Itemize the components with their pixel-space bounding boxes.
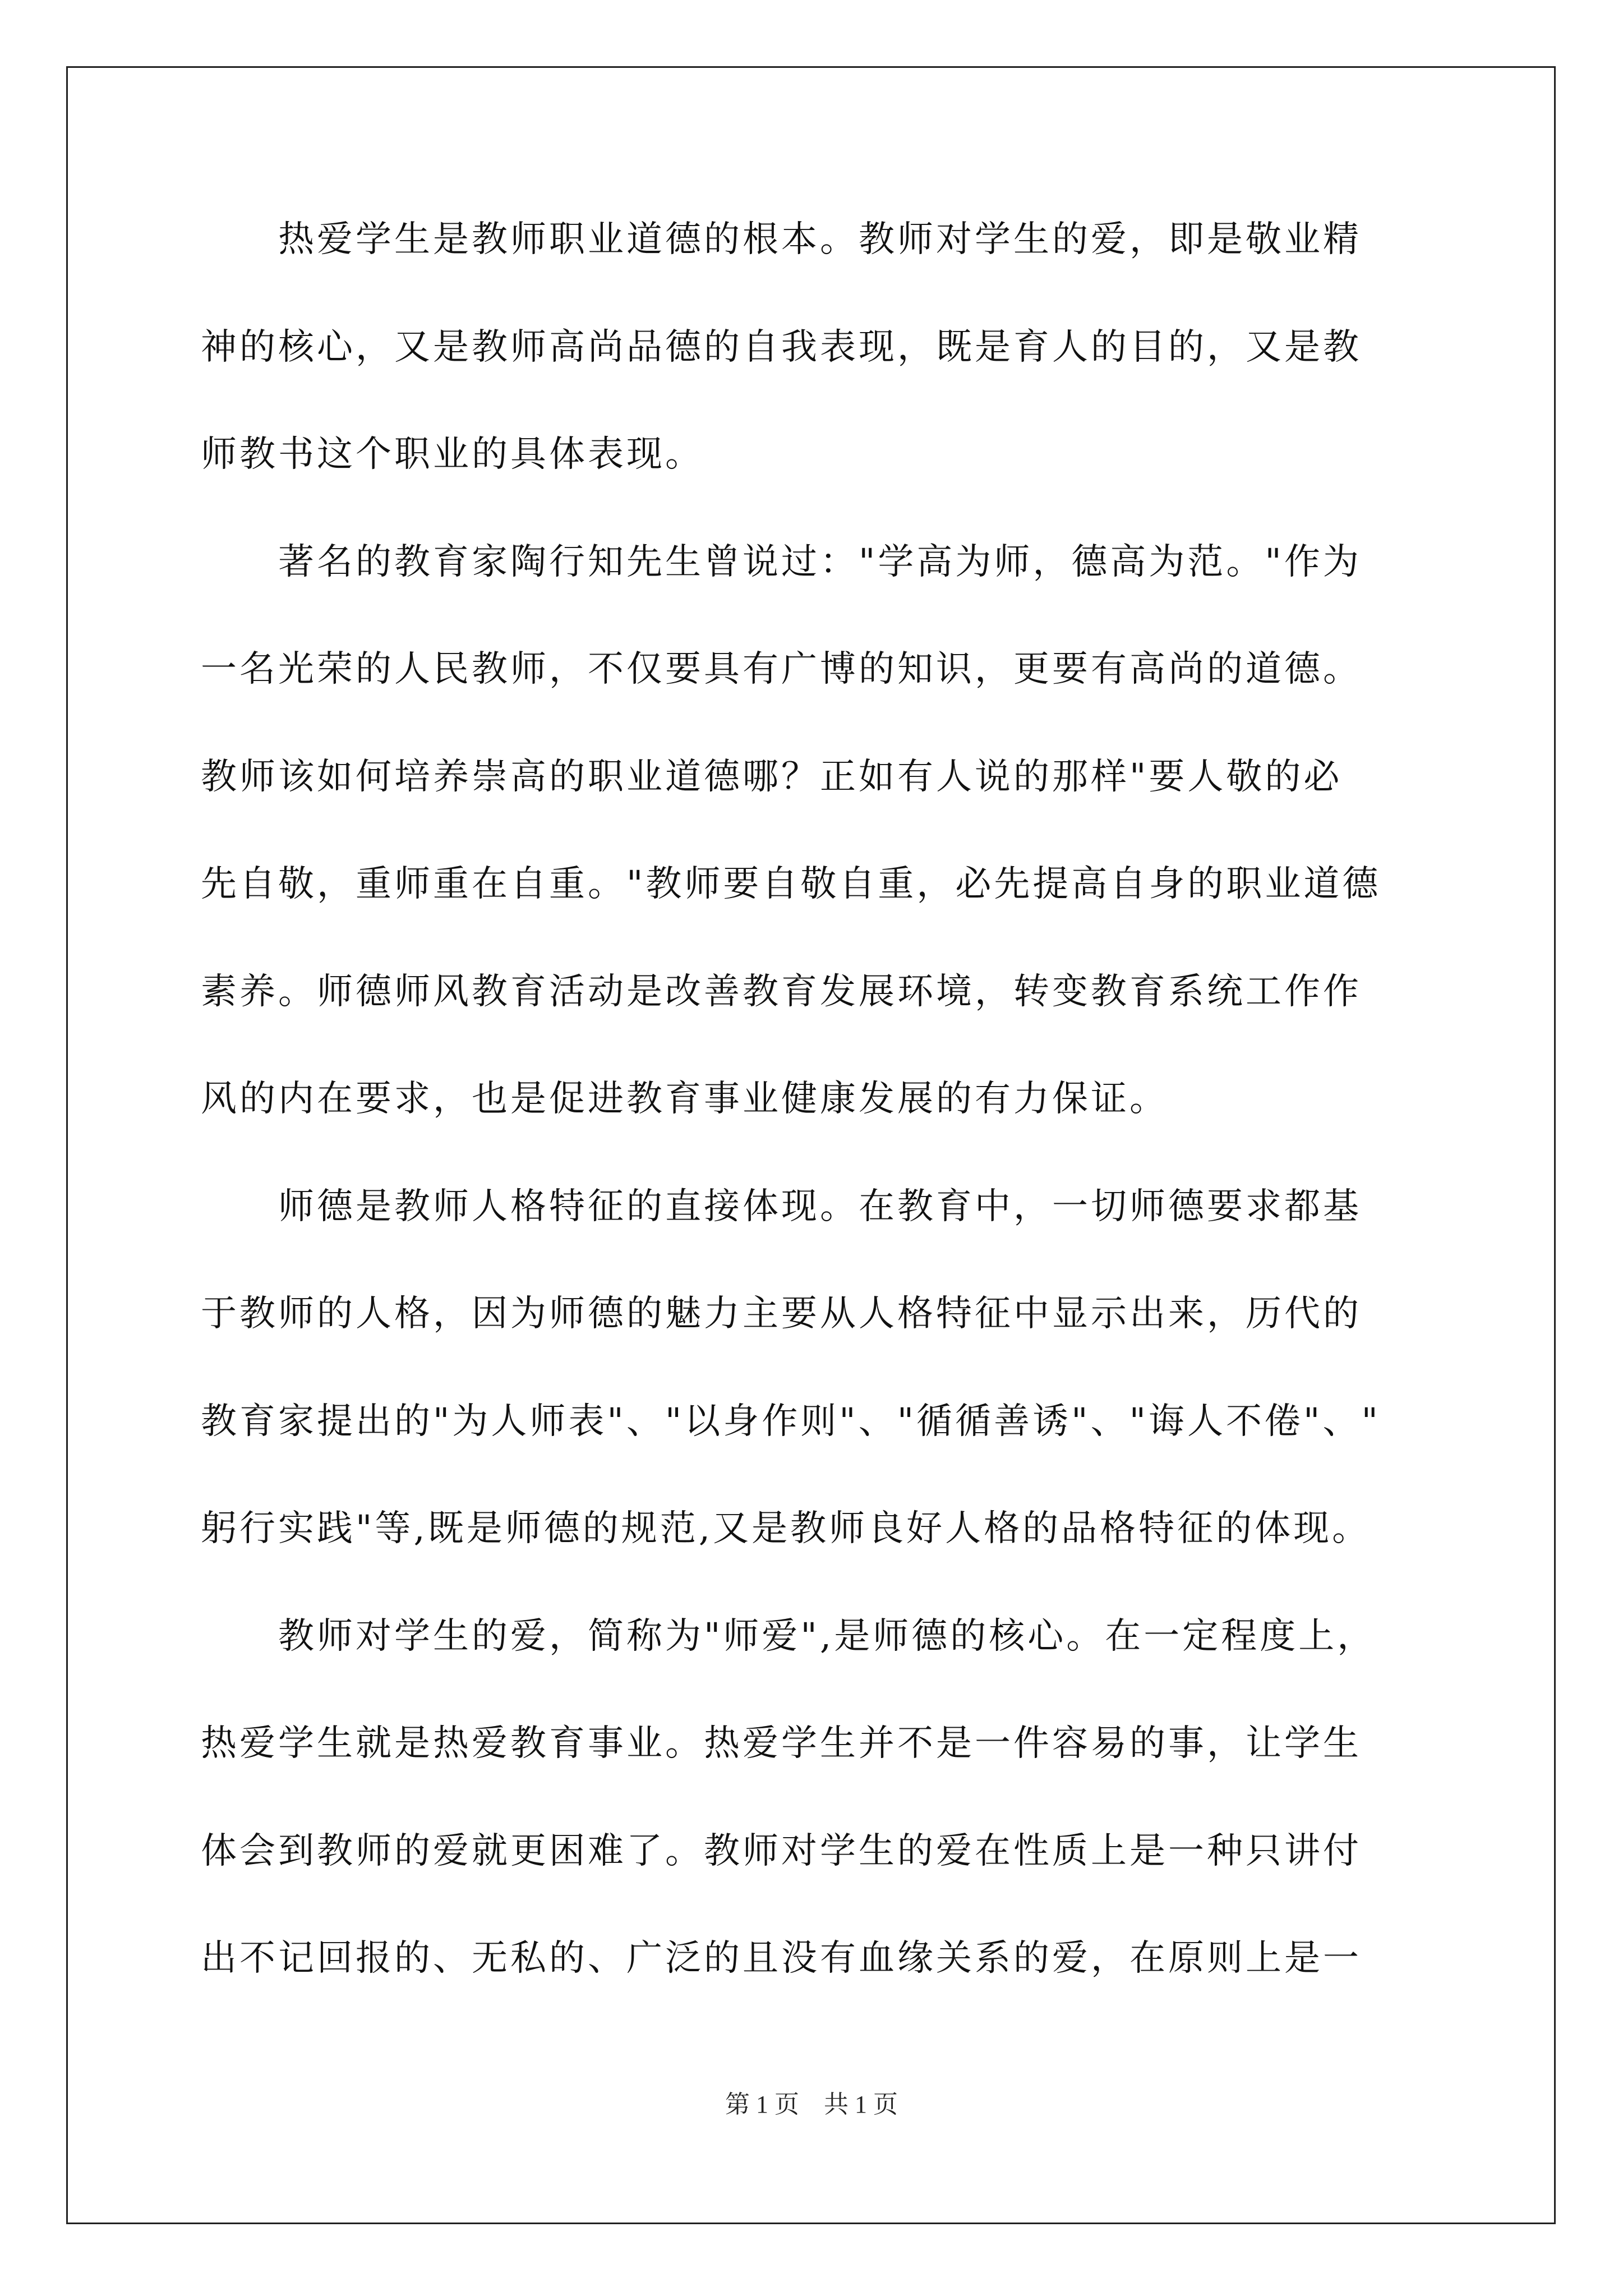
body-text-line: 出不记回报的、无私的、广泛的且没有血缘关系的爱，在原则上是一 <box>201 1938 1362 1979</box>
body-text-line: 体会到教师的爱就更困难了。教师对学生的爱在性质上是一种只讲付 <box>201 1830 1362 1872</box>
page-number-footer: 第 1 页 共 1 页 <box>725 2091 898 2118</box>
body-text-line: 教育家提出的"为人师表"、"以身作则"、"循循善诱"、"诲人不倦"、" <box>201 1400 1381 1442</box>
body-text-line: 素养。师德师风教育活动是改善教育发展环境，转变教育系统工作作 <box>201 970 1362 1013</box>
body-text-line: 热爱学生是教师职业道德的根本。教师对学生的爱，即是敬业精 <box>201 219 1362 260</box>
body-text-line: 师德是教师人格特征的直接体现。在教育中，一切师德要求都基 <box>201 1185 1362 1227</box>
body-text-line: 先自敬，重师重在自重。"教师要自敬自重，必先提高自身的职业道德 <box>201 863 1381 905</box>
body-text-line: 师教书这个职业的具体表现。 <box>201 434 704 475</box>
body-text-line: 风的内在要求，也是促进教育事业健康发展的有力保证。 <box>201 1078 1168 1120</box>
body-text-line: 著名的教育家陶行知先生曾说过："学高为师，德高为范。"作为 <box>201 541 1362 583</box>
body-text-line: 教师该如何培养崇高的职业道德哪？正如有人说的那样"要人敬的必 <box>201 756 1343 798</box>
body-text-line: 神的核心，又是教师高尚品德的自我表现，既是育人的目的，又是教 <box>201 326 1362 368</box>
body-text-line: 教师对学生的爱，简称为"师爱",是师德的核心。在一定程度上， <box>201 1615 1376 1657</box>
body-text-line: 躬行实践"等,既是师德的规范,又是教师良好人格的品格特征的体现。 <box>201 1508 1371 1549</box>
document-body <box>201 219 1429 2048</box>
body-text-line: 热爱学生就是热爱教育事业。热爱学生并不是一件容易的事，让学生 <box>201 1723 1362 1764</box>
body-text-line: 于教师的人格，因为师德的魅力主要从人格特征中显示出来，历代的 <box>201 1293 1362 1335</box>
body-text-line: 一名光荣的人民教师，不仅要具有广博的知识，更要有高尚的道德。 <box>201 648 1362 690</box>
